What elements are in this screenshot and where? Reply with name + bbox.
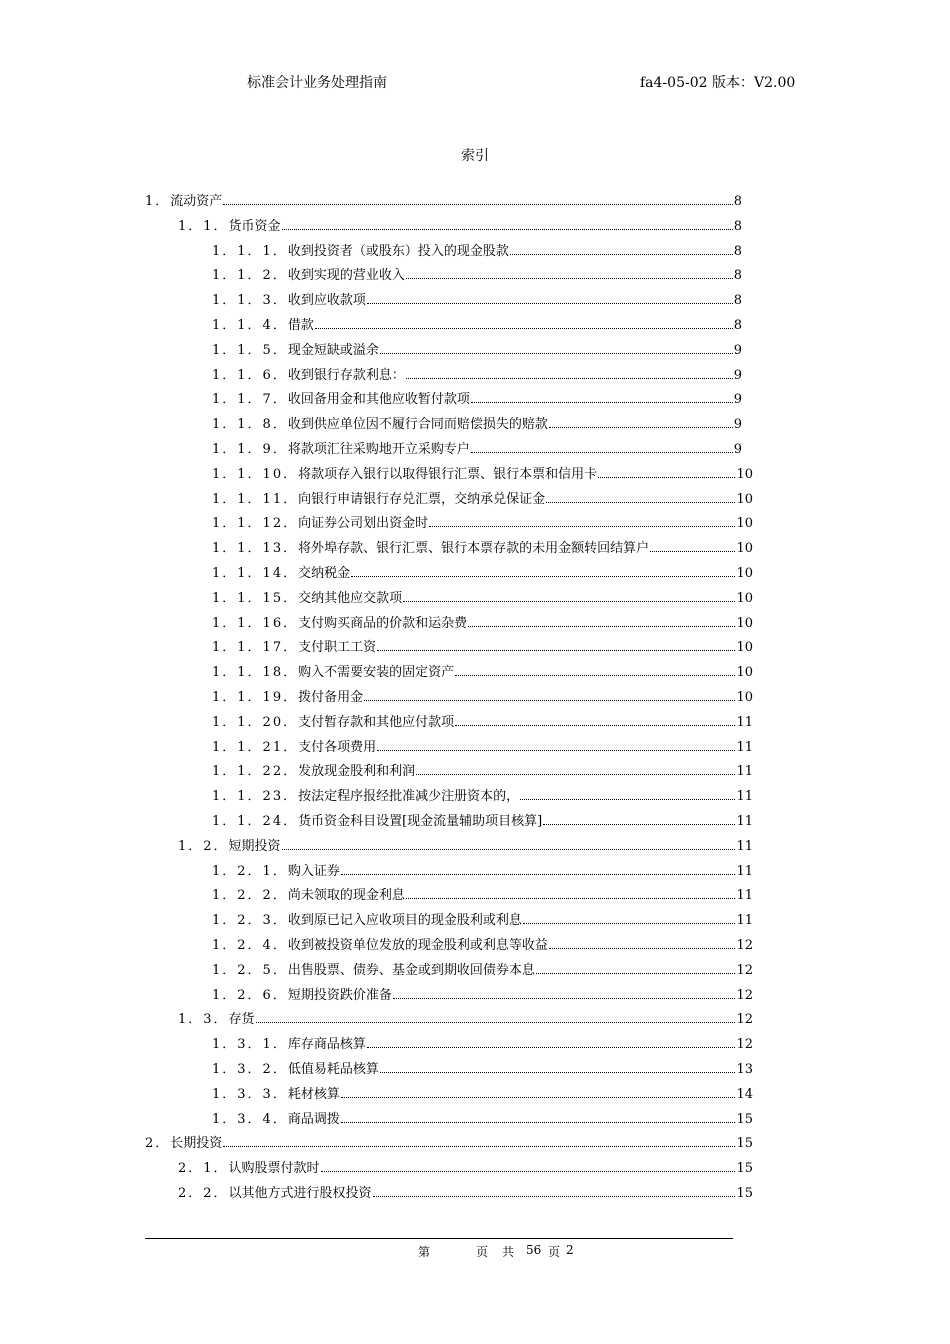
toc-dot-leader xyxy=(341,1108,736,1123)
toc-entry[interactable] xyxy=(212,612,753,632)
toc-dot-leader xyxy=(380,339,733,354)
toc-entry-number: 1．1．14． xyxy=(212,566,299,581)
toc-entry-number: 1．1．11． xyxy=(212,491,299,507)
toc-dot-leader xyxy=(223,190,732,205)
toc-entry[interactable] xyxy=(178,835,753,855)
toc-entry-label: 收到原已记入应收项目的现金股利或利息 xyxy=(287,913,522,929)
toc-entry[interactable] xyxy=(212,1033,753,1053)
toc-entry-number: 1．1．9． xyxy=(212,442,288,457)
toc-entry-page: 9 xyxy=(733,392,742,408)
toc-entry-page: 11 xyxy=(736,739,753,755)
toc-entry-label: 收到被投资单位发放的现金股利或利息等收益 xyxy=(287,938,548,953)
toc-entry[interactable] xyxy=(212,686,753,706)
toc-dot-leader xyxy=(536,959,736,974)
toc-entry-number: 2．2． xyxy=(178,1186,229,1201)
toc-entry-label: 低值易耗品核算 xyxy=(287,1062,379,1077)
toc-entry-label: 收到银行存款利息： xyxy=(287,367,405,383)
toc-entry[interactable] xyxy=(212,512,753,532)
toc-entry-label: 支付购买商品的价款和运杂费 xyxy=(298,615,468,631)
toc-entry[interactable] xyxy=(145,190,742,210)
toc-entry[interactable] xyxy=(178,1008,753,1028)
footer-ye2: 页 xyxy=(548,1245,561,1259)
toc-dot-leader xyxy=(455,661,735,676)
toc-entry-page: 10 xyxy=(736,541,753,557)
toc-entry[interactable] xyxy=(212,339,742,359)
toc-entry-label: 短期投资跌价准备 xyxy=(287,987,392,1003)
toc-entry[interactable] xyxy=(212,488,753,508)
toc-dot-leader xyxy=(315,314,733,329)
toc-entry[interactable] xyxy=(212,413,742,433)
toc-entry-page: 12 xyxy=(736,987,753,1003)
toc-entry[interactable] xyxy=(212,959,753,979)
toc-entry[interactable] xyxy=(212,860,753,880)
toc-entry-label: 收到供应单位因不履行合同而赔偿损失的赔款 xyxy=(287,417,548,433)
toc-entry-number: 1．1．1． xyxy=(212,243,288,259)
toc-dot-leader xyxy=(406,264,733,279)
toc-entry-label: 存货 xyxy=(228,1012,255,1028)
toc-dot-leader xyxy=(429,512,735,527)
toc-entry-page: 15 xyxy=(736,1161,753,1177)
page-title: 索引 xyxy=(461,148,489,164)
toc-entry[interactable] xyxy=(212,711,753,731)
toc-entry[interactable] xyxy=(145,1132,753,1152)
toc-entry[interactable] xyxy=(212,785,753,805)
toc-entry-number: 1．3．2． xyxy=(212,1062,288,1077)
toc-entry-number: 1．1．19． xyxy=(212,690,299,705)
toc-entry-number: 1．2． xyxy=(178,838,229,854)
toc-entry-label: 流动资产 xyxy=(170,194,223,209)
toc-entry-label: 交纳税金 xyxy=(298,566,351,581)
footer-gong: 共 xyxy=(502,1245,515,1259)
toc-entry-label: 收到实现的营业收入 xyxy=(287,268,405,284)
toc-entry[interactable] xyxy=(212,884,753,904)
toc-entry-number: 1．1．2． xyxy=(212,268,288,284)
toc-dot-leader xyxy=(341,1083,736,1098)
toc-dot-leader xyxy=(406,884,736,899)
toc-entry-number: 1．1． xyxy=(178,218,229,234)
toc-entry-label: 将外埠存款、银行汇票、银行本票存款的未用金额转回结算户 xyxy=(298,541,650,557)
toc-dot-leader xyxy=(364,686,735,701)
toc-entry[interactable] xyxy=(212,562,753,582)
toc-entry-label: 库存商品核算 xyxy=(287,1037,366,1053)
toc-entry-number: 1．1．22． xyxy=(212,764,299,780)
footer-total-pages: 56 xyxy=(526,1243,542,1257)
toc-entry[interactable] xyxy=(212,314,742,334)
toc-entry-label: 支付暂存款和其他应付款项 xyxy=(298,714,455,730)
toc-entry-number: 1．1．15． xyxy=(212,590,299,606)
toc-entry-number: 1．1．13． xyxy=(212,541,299,557)
toc-entry-number: 1．1．3． xyxy=(212,293,288,309)
toc-dot-leader xyxy=(380,1058,736,1073)
toc-dot-leader xyxy=(341,860,736,875)
toc-dot-leader xyxy=(406,364,733,379)
toc-entry[interactable] xyxy=(212,388,742,408)
toc-entry-label: 货币资金科目设置[现金流量辅助项目核算] xyxy=(298,814,543,829)
toc-entry-number: 1．1．7． xyxy=(212,392,288,408)
toc-dot-leader xyxy=(650,537,735,552)
toc-dot-leader xyxy=(543,810,735,825)
toc-entry-number: 1．1．5． xyxy=(212,342,288,358)
toc-dot-leader xyxy=(282,215,733,230)
toc-entry-number: 1．2．6． xyxy=(212,987,288,1003)
toc-entry-number: 1．1．24． xyxy=(212,814,299,829)
toc-entry[interactable] xyxy=(212,438,742,458)
toc-entry-page: 8 xyxy=(733,318,742,333)
toc-entry[interactable] xyxy=(212,661,753,681)
toc-entry-number: 1．2．5． xyxy=(212,962,288,978)
toc-entry-number: 1．1．17． xyxy=(212,640,299,656)
toc-entry-label: 出售股票、债券、基金或到期收回债券本息 xyxy=(287,962,535,978)
toc-entry[interactable] xyxy=(212,810,753,830)
toc-entry-page: 12 xyxy=(736,938,753,953)
toc-entry-label: 长期投资 xyxy=(170,1136,223,1152)
footer-di: 第 xyxy=(418,1245,431,1259)
toc-entry-number: 1． xyxy=(145,194,171,209)
toc-entry-page: 10 xyxy=(736,690,753,705)
toc-entry[interactable] xyxy=(178,215,742,235)
toc-entry-label: 收到应收款项 xyxy=(287,293,366,309)
toc-entry-label: 借款 xyxy=(287,318,314,333)
toc-entry-page: 10 xyxy=(736,665,753,681)
toc-entry-number: 1．1．4． xyxy=(212,318,288,333)
toc-dot-leader xyxy=(377,736,735,751)
toc-entry-label: 按法定程序报经批准减少注册资本的， xyxy=(298,789,520,805)
toc-entry-label: 认购股票付款时 xyxy=(228,1161,320,1177)
toc-entry-number: 1．1．23． xyxy=(212,789,299,805)
toc-entry-label: 支付各项费用 xyxy=(298,739,377,755)
toc-entry-page: 11 xyxy=(736,913,753,929)
toc-entry-page: 9 xyxy=(733,442,742,457)
toc-dot-leader xyxy=(256,1008,736,1023)
header-version: fa4-05-02 版本：V2.00 xyxy=(640,75,796,91)
toc-entry-page: 15 xyxy=(736,1186,753,1201)
toc-dot-leader xyxy=(546,488,735,503)
toc-entry-page: 10 xyxy=(736,566,753,581)
toc-entry-page: 11 xyxy=(736,764,753,780)
toc-entry-page: 11 xyxy=(736,789,753,805)
toc-entry-label: 商品调拨 xyxy=(287,1111,340,1127)
toc-entry-label: 尚未领取的现金利息 xyxy=(287,888,405,904)
toc-entry-page: 8 xyxy=(733,293,742,309)
toc-dot-leader xyxy=(510,240,733,255)
toc-dot-leader xyxy=(373,1182,736,1197)
toc-entry-page: 10 xyxy=(736,516,753,532)
toc-entry[interactable] xyxy=(178,1157,753,1177)
toc-entry-label: 向证券公司划出资金时 xyxy=(298,516,429,532)
toc-dot-leader xyxy=(282,835,736,850)
toc-entry-page: 14 xyxy=(736,1086,753,1102)
toc-entry-page: 8 xyxy=(733,243,742,259)
header-title: 标准会计业务处理指南 xyxy=(247,75,387,91)
toc-dot-leader xyxy=(520,785,735,800)
toc-entry-label: 收回备用金和其他应收暂付款项 xyxy=(287,392,470,408)
toc-entry-label: 支付职工工资 xyxy=(298,640,377,656)
footer-ye: 页 xyxy=(476,1245,489,1259)
toc-entry-number: 1．3．1． xyxy=(212,1037,288,1053)
toc-entry[interactable] xyxy=(212,240,742,260)
toc-entry-page: 13 xyxy=(736,1062,753,1077)
toc-entry-page: 11 xyxy=(736,863,753,879)
toc-entry[interactable] xyxy=(212,934,753,954)
toc-entry-page: 12 xyxy=(736,1037,753,1053)
toc-entry-label: 购入不需要安装的固定资产 xyxy=(298,665,455,681)
toc-entry[interactable] xyxy=(212,264,742,284)
toc-entry-page: 15 xyxy=(736,1136,753,1152)
toc-entry-label: 将款项存入银行以取得银行汇票、银行本票和信用卡 xyxy=(298,466,598,482)
toc-entry-number: 2． xyxy=(145,1136,171,1152)
toc-entry-number: 1．1．8． xyxy=(212,417,288,433)
toc-entry[interactable] xyxy=(212,736,753,756)
toc-entry-page: 12 xyxy=(736,962,753,978)
toc-entry[interactable] xyxy=(212,1083,753,1103)
toc-dot-leader xyxy=(393,984,736,999)
toc-entry-page: 11 xyxy=(736,714,753,730)
toc-dot-leader xyxy=(403,587,735,602)
toc-entry[interactable] xyxy=(212,909,753,929)
toc-dot-leader xyxy=(321,1157,736,1172)
toc-dot-leader xyxy=(598,463,735,478)
toc-entry-page: 8 xyxy=(733,268,742,284)
toc-entry-label: 货币资金 xyxy=(228,218,281,234)
toc-entry-page: 10 xyxy=(736,590,753,606)
footer-current-page: 2 xyxy=(566,1243,574,1257)
toc-entry-label: 短期投资 xyxy=(228,838,281,854)
toc-entry-page: 10 xyxy=(736,466,753,482)
toc-entry-page: 10 xyxy=(736,491,753,507)
toc-entry-number: 1．2．3． xyxy=(212,913,288,929)
toc-entry-label: 将款项汇往采购地开立采购专户 xyxy=(287,442,470,457)
toc-entry-number: 1．1．20． xyxy=(212,714,299,730)
toc-entry-label: 发放现金股利和利润 xyxy=(298,764,416,780)
toc-entry[interactable] xyxy=(212,463,753,483)
toc-entry-number: 1．3．4． xyxy=(212,1111,288,1127)
toc-dot-leader xyxy=(367,1033,736,1048)
toc-dot-leader xyxy=(377,636,735,651)
toc-dot-leader xyxy=(223,1132,735,1147)
toc-entry-number: 1．3．3． xyxy=(212,1086,288,1102)
toc-entry[interactable] xyxy=(212,289,742,309)
toc-entry-page: 9 xyxy=(733,417,742,433)
toc-entry-label: 购入证券 xyxy=(287,863,340,879)
toc-entry-page: 10 xyxy=(736,640,753,656)
toc-entry[interactable] xyxy=(212,1058,753,1078)
toc-entry-label: 耗材核算 xyxy=(287,1086,340,1102)
toc-dot-leader xyxy=(468,612,735,627)
footer-divider xyxy=(145,1238,733,1239)
toc-dot-leader xyxy=(523,909,736,924)
toc-entry[interactable] xyxy=(212,1108,753,1128)
toc-dot-leader xyxy=(455,711,735,726)
toc-entry-number: 1．1．10． xyxy=(212,466,299,482)
toc-dot-leader xyxy=(549,413,733,428)
toc-entry[interactable] xyxy=(212,636,753,656)
toc-entry-number: 2．1． xyxy=(178,1161,229,1177)
toc-entry-number: 1．2．4． xyxy=(212,938,288,953)
toc-entry-number: 1．1．21． xyxy=(212,739,299,755)
toc-entry-page: 11 xyxy=(736,838,753,854)
toc-dot-leader xyxy=(416,760,735,775)
toc-entry[interactable] xyxy=(212,537,753,557)
toc-entry[interactable] xyxy=(178,1182,753,1202)
toc-entry[interactable] xyxy=(212,364,742,384)
toc-dot-leader xyxy=(367,289,733,304)
toc-entry-number: 1．2．2． xyxy=(212,888,288,904)
toc-entry[interactable] xyxy=(212,760,753,780)
toc-entry-label: 现金短缺或溢余 xyxy=(287,342,379,358)
toc-entry-label: 拨付备用金 xyxy=(298,690,364,705)
toc-entry-label: 收到投资者（或股东）投入的现金股款 xyxy=(287,243,509,259)
toc-entry[interactable] xyxy=(212,984,753,1004)
toc-dot-leader xyxy=(351,562,735,577)
toc-entry-page: 9 xyxy=(733,342,742,358)
toc-entry-page: 9 xyxy=(733,367,742,383)
toc-dot-leader xyxy=(549,934,736,949)
toc-entry-page: 12 xyxy=(736,1012,753,1028)
toc-entry-page: 8 xyxy=(733,218,742,234)
toc-entry-number: 1．1．6． xyxy=(212,367,288,383)
toc-entry[interactable] xyxy=(212,587,753,607)
toc-entry-number: 1．1．12． xyxy=(212,516,299,532)
toc-entry-number: 1．2．1． xyxy=(212,863,288,879)
toc-entry-page: 11 xyxy=(736,888,753,904)
toc-entry-number: 1．3． xyxy=(178,1012,229,1028)
toc-entry-number: 1．1．16． xyxy=(212,615,299,631)
toc-entry-page: 15 xyxy=(736,1111,753,1127)
toc-dot-leader xyxy=(471,438,733,453)
toc-entry-label: 向银行申请银行存兑汇票，交纳承兑保证金 xyxy=(298,491,546,507)
toc-entry-page: 10 xyxy=(736,615,753,631)
toc-entry-page: 11 xyxy=(736,814,753,829)
toc-entry-label: 以其他方式进行股权投资 xyxy=(228,1186,372,1201)
toc-entry-number: 1．1．18． xyxy=(212,665,299,681)
toc-entry-label: 交纳其他应交款项 xyxy=(298,590,403,606)
toc-entry-page: 8 xyxy=(733,194,742,209)
toc-dot-leader xyxy=(471,388,733,403)
